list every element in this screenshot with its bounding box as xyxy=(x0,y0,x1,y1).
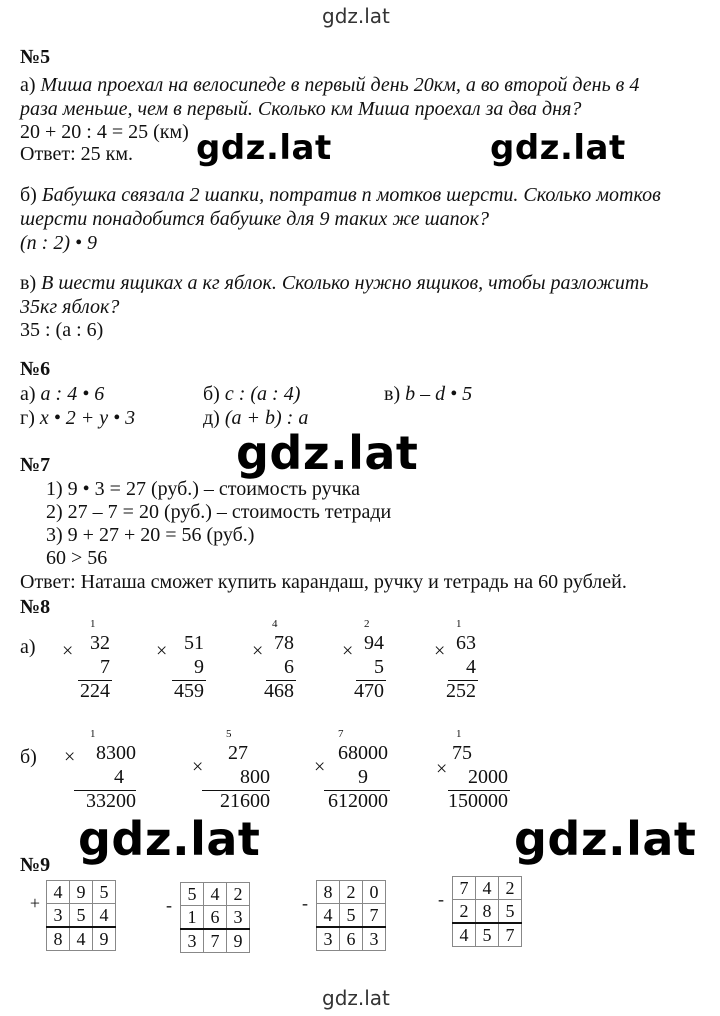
problem-6c: в) b – d • 5 xyxy=(384,383,473,405)
multiplication-a-1: 1 × 32 7 224 xyxy=(62,618,110,702)
problem-8b-label: б) xyxy=(20,746,37,768)
problem-7-line-2: 2) 27 – 7 = 20 (руб.) – стоимость тетради xyxy=(46,501,392,523)
problem-5c-calc: 35 : (a : 6) xyxy=(20,319,104,341)
column-addition-grid: + 4 9 5 3 5 4 8 4 9 xyxy=(24,880,116,951)
problem-8-title: №8 xyxy=(20,596,51,618)
problem-5c-text2: 35кг яблок? xyxy=(20,296,120,318)
problem-5a-answer: Ответ: 25 км. xyxy=(20,143,134,165)
watermark-bottom: gdz.lat xyxy=(322,986,390,1010)
multiplication-b-4: 1 × 75 2000 150000 xyxy=(436,728,508,812)
multiplication-b-1: 1 × 8300 4 33200 xyxy=(64,728,136,812)
multiplication-b-3: 7 × 68000 9 612000 xyxy=(314,728,388,812)
problem-5-title: №5 xyxy=(20,46,51,68)
problem-7-line-1: 1) 9 • 3 = 27 (руб.) – стоимость ручка xyxy=(46,478,360,500)
problem-8a-label: а) xyxy=(20,636,36,658)
problem-5b-text2: шерсти понадобится бабушке для 9 таких же шапок? xyxy=(20,208,490,230)
multiplication-a-3: 4 × 78 6 468 xyxy=(252,618,294,702)
problem-6d: г) x • 2 + y • 3 xyxy=(20,407,136,429)
problem-5b: б) Бабушка связала 2 шапки, потратив n мотков шерсти. Сколько мотков xyxy=(20,184,661,206)
problem-6b: б) c : (a : 4) xyxy=(203,383,301,405)
watermark: gdz.lat xyxy=(514,812,697,866)
multiplication-b-2: 5 × 27 800 21600 xyxy=(192,728,270,812)
multiplication-a-5: 1 × 63 4 252 xyxy=(434,618,476,702)
minus-sign: - xyxy=(438,889,444,910)
problem-7-title: №7 xyxy=(20,454,51,476)
problem-5a-calc: 20 + 20 : 4 = 25 (км) xyxy=(20,121,189,143)
plus-sign: + xyxy=(29,893,41,914)
problem-6-title: №6 xyxy=(20,358,51,380)
problem-7-line-4: 60 > 56 xyxy=(46,547,108,569)
watermark: gdz.lat xyxy=(78,812,261,866)
problem-7-line-3: 3) 9 + 27 + 20 = 56 (руб.) xyxy=(46,524,255,546)
watermark: gdz.lat xyxy=(490,128,626,168)
problem-5b-calc: (n : 2) • 9 xyxy=(20,232,97,254)
watermark: gdz.lat xyxy=(236,426,419,480)
problem-5a-text2: раза меньше, чем в первый. Сколько км Миша проехал за два дня? xyxy=(20,98,582,120)
watermark-top: gdz.lat xyxy=(322,4,390,28)
multiplication-a-4: 2 × 94 5 470 xyxy=(342,618,384,702)
multiplication-a-2: × 51 9 459 xyxy=(156,632,204,702)
problem-5c: в) В шести ящиках а кг яблок. Сколько нужно ящиков, чтобы разложить xyxy=(20,272,649,294)
column-subtraction-grid: - 8 2 0 4 5 7 3 6 3 xyxy=(294,880,386,951)
watermark: gdz.lat xyxy=(196,128,332,168)
column-subtraction-grid: - 7 4 2 2 8 5 4 5 7 xyxy=(430,876,522,947)
problem-5a: а) Миша проехал на велосипеде в первый день 20км, а во второй день в 4 xyxy=(20,74,640,96)
minus-sign: - xyxy=(302,893,308,914)
problem-7-answer: Ответ: Наташа сможет купить карандаш, ручку и тетрадь на 60 рублей. xyxy=(20,571,627,593)
column-subtraction-grid: - 5 4 2 1 6 3 3 7 9 xyxy=(158,882,250,953)
problem-6a: а) a : 4 • 6 xyxy=(20,383,105,405)
minus-sign: - xyxy=(166,895,172,916)
problem-9-title: №9 xyxy=(20,854,51,876)
problem-6e: д) (a + b) : a xyxy=(203,407,309,429)
